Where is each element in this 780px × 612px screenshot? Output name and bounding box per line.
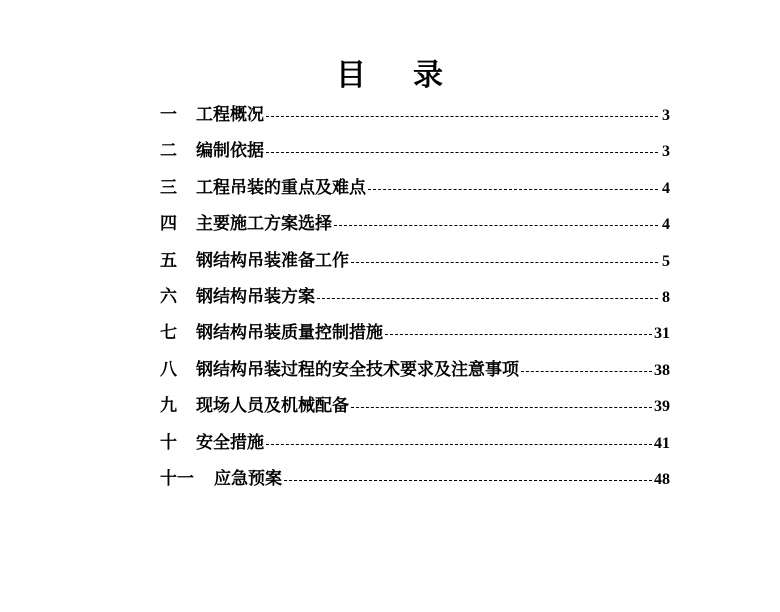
toc-dot-leader	[521, 357, 652, 372]
toc-entry-page: 48	[654, 470, 670, 488]
toc-entry-label: 应急预案	[214, 468, 282, 489]
toc-dot-leader	[385, 320, 652, 335]
toc-title	[0, 50, 780, 94]
toc-entry-label: 钢结构吊装准备工作	[196, 250, 349, 271]
toc-dot-leader	[266, 430, 652, 445]
toc-entry-label: 钢结构吊装过程的安全技术要求及注意事项	[196, 359, 519, 380]
toc-entry-label: 现场人员及机械配备	[196, 396, 349, 417]
toc-entry-page: 31	[654, 325, 670, 343]
toc-dot-leader	[351, 248, 658, 263]
toc-entry[interactable]	[160, 282, 670, 318]
toc-entry-number: 三	[160, 177, 177, 198]
toc-entry[interactable]	[160, 209, 670, 245]
toc-dot-leader	[284, 466, 652, 481]
toc-entry-number: 一	[160, 105, 177, 125]
toc-dot-leader	[266, 138, 658, 153]
toc-entry-page: 41	[654, 434, 670, 452]
toc-entry-number: 九	[160, 396, 177, 417]
toc-dot-leader	[317, 284, 658, 299]
toc-entry-label: 钢结构吊装方案	[196, 286, 315, 307]
toc-entry-label: 钢结构吊装质量控制措施	[196, 323, 383, 344]
toc-entry[interactable]	[160, 136, 670, 172]
toc-entry-page: 4	[662, 216, 670, 234]
toc-entry-page: 4	[662, 179, 670, 197]
toc-entry[interactable]	[160, 173, 670, 209]
toc-dot-leader	[368, 175, 658, 190]
toc-entry-number: 七	[160, 323, 177, 344]
toc-entry[interactable]	[160, 318, 670, 354]
toc-entry-number: 十	[160, 432, 177, 453]
toc-entry[interactable]	[160, 428, 670, 464]
toc-dot-leader	[351, 393, 652, 408]
toc-entry-page: 8	[662, 288, 670, 306]
toc-entry-number: 十一	[160, 468, 194, 489]
toc-entry-number: 六	[160, 286, 177, 307]
toc-entry-page: 3	[662, 143, 670, 161]
toc-entry-page: 5	[662, 252, 670, 270]
toc-entry-label: 工程概况	[196, 105, 264, 125]
toc-title-char-1: 目	[336, 58, 367, 93]
toc-entry[interactable]	[160, 355, 670, 391]
toc-entry[interactable]	[160, 464, 670, 500]
toc-title-char-2: 录	[413, 58, 444, 93]
toc-entry-label: 工程吊装的重点及难点	[196, 177, 366, 198]
toc-entry-label: 编制依据	[196, 141, 264, 162]
toc-entry-label: 安全措施	[196, 432, 264, 453]
toc-entry[interactable]	[160, 100, 670, 136]
toc-entry-number: 四	[160, 214, 177, 235]
toc-entry-number: 五	[160, 250, 177, 271]
toc-entry-number: 八	[160, 359, 177, 380]
toc-entry-number: 二	[160, 141, 177, 162]
toc-dot-leader	[266, 102, 658, 117]
toc-entry[interactable]	[160, 246, 670, 282]
table-of-contents	[160, 100, 670, 500]
toc-entry[interactable]	[160, 391, 670, 427]
toc-entry-page: 39	[654, 398, 670, 416]
toc-entry-label: 主要施工方案选择	[196, 214, 332, 235]
toc-dot-leader	[334, 211, 658, 226]
toc-entry-page: 38	[654, 361, 670, 379]
toc-entry-page: 3	[662, 107, 670, 124]
